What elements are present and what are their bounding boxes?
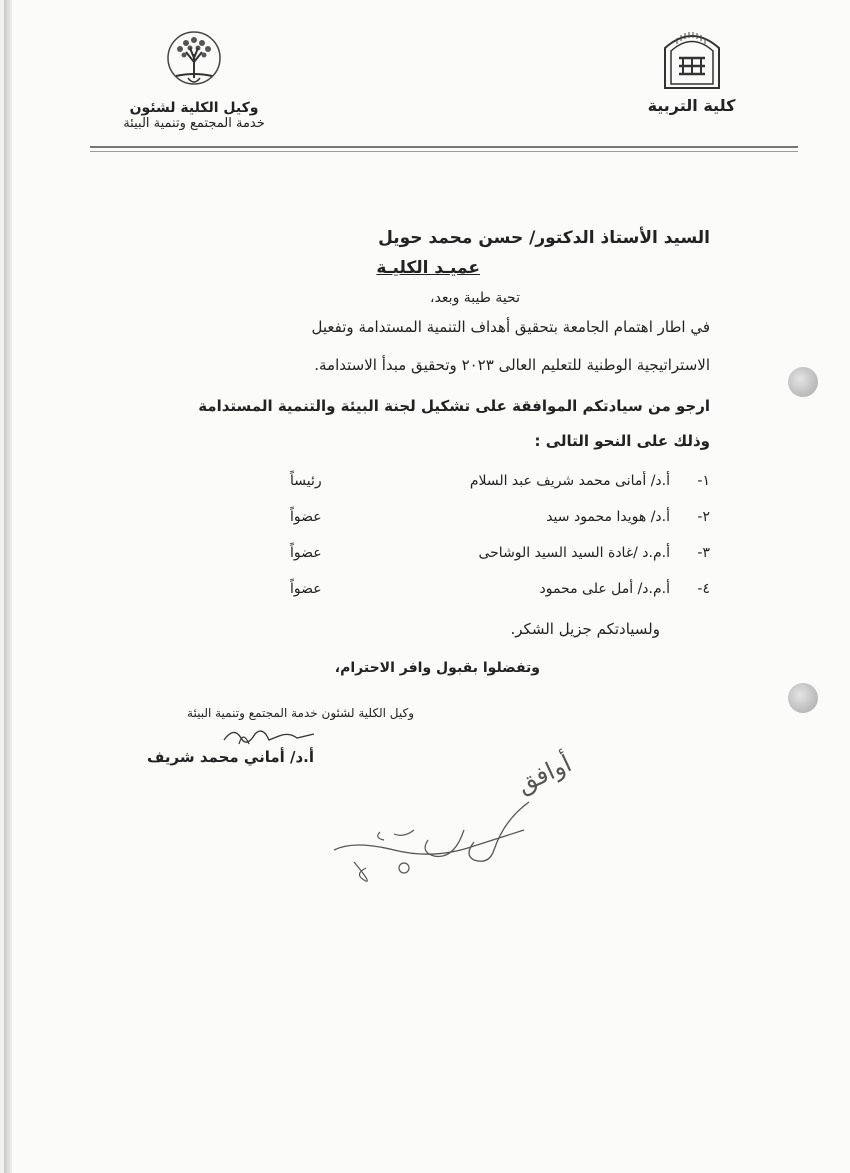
header-divider <box>90 146 798 152</box>
approval-note: أوافق <box>512 749 576 799</box>
recipient-title: عميـد الكليـة <box>376 258 480 278</box>
member-role: عضواً <box>290 581 322 597</box>
paragraph1-line1: في اطار اهتمام الجامعة بتحقيق أهداف التنمية المستدامة وتفعيل <box>311 318 710 336</box>
member-number: ٢- <box>697 509 710 525</box>
member-name: أ.م.د /غادة السيد السيد الوشاحى <box>478 545 670 561</box>
member-row-1 <box>290 473 710 495</box>
member-row-4 <box>290 581 710 603</box>
member-row-2 <box>290 509 710 531</box>
paragraph1-line2: الاستراتيجية الوطنية للتعليم العالى ٢٠٢٣ وتحقيق مبدأ الاستدامة. <box>314 356 710 374</box>
recipient-line: السيد الأستاذ الدكتور/ حسن محمد حويل <box>378 228 710 248</box>
member-number: ١- <box>697 473 710 489</box>
member-name: أ.د/ هويدا محمود سيد <box>546 509 670 525</box>
closing-line: وتفضلوا بقبول وافر الاحترام، <box>334 660 540 676</box>
office-title-line2: خدمة المجتمع وتنمية البيئة <box>123 116 265 131</box>
punch-hole-lower <box>788 683 818 713</box>
tree-logo-icon <box>162 28 226 92</box>
thanks-line: ولسيادتكم جزيل الشكر. <box>510 620 660 638</box>
member-role: عضواً <box>290 509 322 525</box>
member-role: رئيساً <box>290 473 322 489</box>
member-row-3 <box>290 545 710 567</box>
office-header <box>94 28 294 131</box>
faculty-name: كلية التربية <box>647 96 736 115</box>
punch-hole-upper <box>788 367 818 397</box>
faculty-header <box>634 28 749 115</box>
office-title-line1: وكيل الكلية لشئون <box>129 100 259 116</box>
greeting: تحية طيبة وبعد، <box>430 290 520 306</box>
document-page <box>4 0 850 1173</box>
paragraph2-line1: ارجو من سيادتكم الموافقة على تشكيل لجنة البيئة والتنمية المستدامة <box>198 397 710 415</box>
member-number: ٣- <box>697 545 710 561</box>
scan-edge <box>4 0 12 1173</box>
signatory-name: أ.د/ أماني محمد شريف <box>147 748 314 766</box>
approval-signature-icon <box>324 790 544 890</box>
member-name: أ.د/ أمانى محمد شريف عبد السلام <box>469 473 670 489</box>
member-role: عضواً <box>290 545 322 561</box>
paragraph2-line2: وذلك على النحو التالى : <box>534 432 710 450</box>
university-seal-icon <box>657 28 727 92</box>
member-number: ٤- <box>697 581 710 597</box>
member-name: أ.م.د/ أمل على محمود <box>539 581 670 597</box>
signatory-position: وكيل الكلية لشئون خدمة المجتمع وتنمية البيئة <box>187 706 414 720</box>
